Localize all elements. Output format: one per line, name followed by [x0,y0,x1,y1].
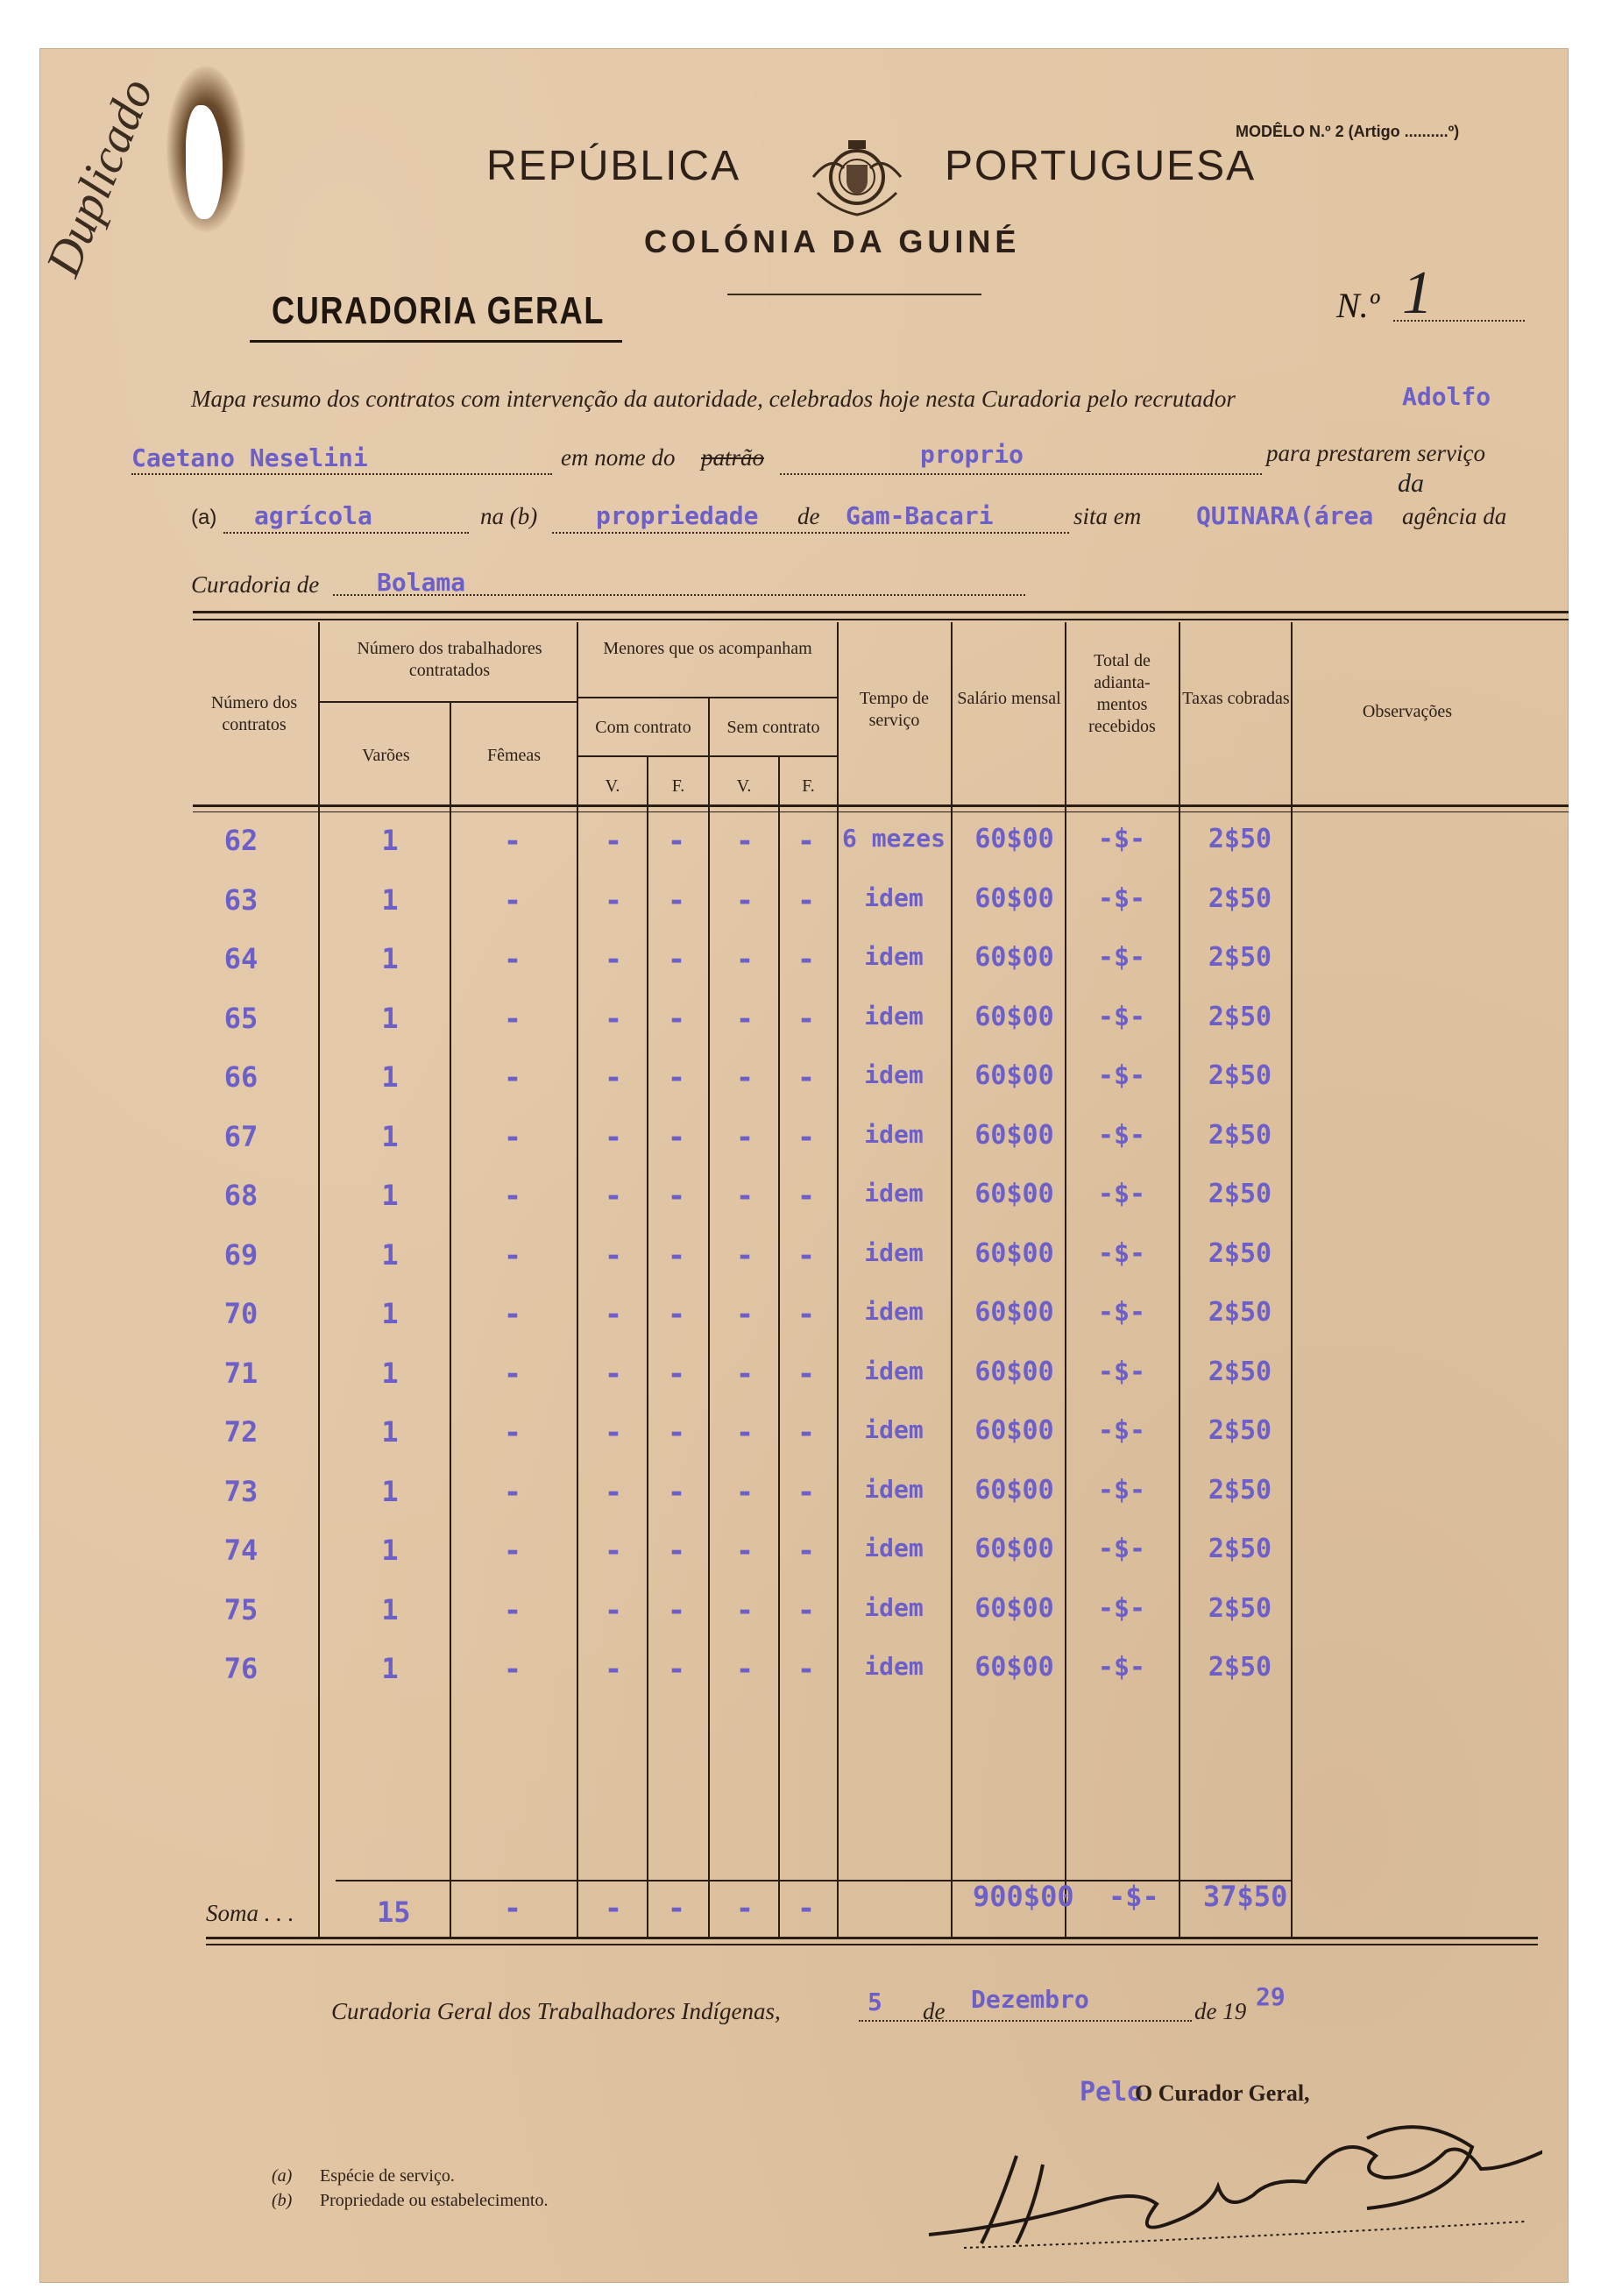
header-salario: Salário mensal [957,689,1061,708]
row-dash-sem-v: - [735,1652,754,1687]
row-dash-sem-v: - [735,883,754,918]
header-bottom-rule-2 [193,811,1569,812]
row-numero: 69 [223,1238,259,1272]
row-dash-com-v: - [604,824,623,859]
recrutador-1: Adolfo [1402,382,1491,411]
row-tempo: idem [864,1120,924,1149]
row-dash-sem-f: - [797,824,816,859]
row-dash-com-f: - [667,1475,686,1510]
footer-mes: Dezembro [971,1985,1089,2014]
soma-dash-sem-v: - [735,1891,754,1926]
row-varoes: 1 [381,1357,399,1390]
header-f1: F. [671,776,685,796]
row-dash-sem-f: - [797,883,816,918]
row-dash-sem-v: - [735,1357,754,1392]
row-dash-sem-f: - [797,1415,816,1450]
row-dash-com-v: - [604,1238,623,1273]
row-salario: 60$00 [974,1002,1054,1032]
row-taxa: 2$50 [1208,1652,1272,1683]
numero-label: N.º [1336,286,1380,325]
row-adiant: -$- [1097,1002,1146,1032]
header-taxas: Taxas cobradas [1182,689,1290,708]
row-taxa: 2$50 [1208,1002,1272,1032]
footer-de2: de 19 [1194,1998,1247,2024]
pelo-stamp: Pelo [1080,2077,1144,2108]
row-dash-com-f: - [667,1002,686,1037]
curadoria-de-label: Curadoria de [191,571,320,598]
table-top-rule-2 [193,619,1569,620]
row-dash-femeas: - [503,942,522,977]
row-numero: 65 [223,1002,259,1035]
curador-label: O Curador Geral, [1135,2080,1310,2106]
row-adiant: -$- [1097,1534,1146,1564]
row-dash-sem-v: - [735,824,754,859]
row-dash-com-v: - [604,1297,623,1332]
row-adiant: -$- [1097,1120,1146,1151]
row-dash-femeas: - [503,1593,522,1628]
row-adiant: -$- [1097,1475,1146,1506]
row-tempo: idem [864,1357,924,1385]
row-dash-femeas: - [503,1652,522,1687]
soma-varoes: 15 [377,1896,411,1929]
row-dash-sem-f: - [797,1593,816,1628]
row-dash-com-f: - [667,1120,686,1155]
row-taxa: 2$50 [1208,1297,1272,1328]
row-salario: 60$00 [974,1652,1054,1683]
row-salario: 60$00 [974,942,1054,973]
row-adiant: -$- [1097,1357,1146,1387]
intro-line-1: Mapa resumo dos contratos com intervenção da autoridade, celebrados hoje nesta Curadoria pelo recrutador [191,386,1236,412]
row-dash-com-v: - [604,1415,623,1450]
para-prestarem-label: para prestarem serviço [1266,440,1485,466]
curadoria-local: Bolama [377,568,466,597]
header-sem-contrato: Sem contrato [726,718,820,737]
agencia-label: agência da [1402,503,1507,529]
em-nome-label: em nome do [561,444,676,471]
row-taxa: 2$50 [1208,1475,1272,1506]
footer-de1: de [923,1998,946,2024]
col-line [577,622,578,1937]
footer-dia: 5 [868,1988,882,2016]
row-dash-com-f: - [667,883,686,918]
col-line [837,622,839,1937]
header-numero: Número dos contratos [210,693,298,734]
row-tempo: idem [864,1179,924,1208]
row-varoes: 1 [381,1415,399,1449]
row-dash-femeas: - [503,1060,522,1095]
row-dash-sem-f: - [797,1357,816,1392]
soma-adiant: -$- [1109,1880,1159,1913]
row-varoes: 1 [381,1297,399,1330]
row-dash-femeas: - [503,1534,522,1569]
col-line [318,622,320,1937]
footer-curadoria-line: Curadoria Geral dos Trabalhadores Indígenas, [331,1998,781,2024]
dots-data [859,2020,1192,2022]
row-dash-femeas: - [503,1415,522,1450]
header-bottom-rule [193,804,1569,807]
row-dash-com-f: - [667,1238,686,1273]
row-taxa: 2$50 [1208,1357,1272,1387]
row-dash-femeas: - [503,824,522,859]
row-numero: 70 [223,1297,259,1330]
header-republica: REPÚBLICA [486,143,741,189]
row-dash-femeas: - [503,883,522,918]
row-salario: 60$00 [974,1238,1054,1269]
row-dash-com-f: - [667,1357,686,1392]
row-adiant: -$- [1097,1238,1146,1269]
curadoria-title: CURADORIA GERAL [272,289,606,332]
document-paper [39,48,1569,2283]
dots-proprio [780,473,1262,475]
row-taxa: 2$50 [1208,824,1272,854]
row-dash-com-v: - [604,942,623,977]
margin-note: Duplicado [35,71,164,284]
row-dash-sem-f: - [797,1652,816,1687]
curadoria-underline [250,340,622,343]
col-line [647,755,648,1937]
header-adiantamentos: Total de adianta- mentos recebidos [1088,651,1156,736]
row-dash-com-f: - [667,942,686,977]
row-taxa: 2$50 [1208,1238,1272,1269]
soma-dash-com-f: - [667,1891,686,1926]
da-handwritten: da [1398,469,1424,498]
coat-of-arms-icon [804,131,910,219]
row-numero: 66 [223,1060,259,1094]
header-colonia: COLÓNIA DA GUINÉ [644,223,1021,259]
row-dash-com-f: - [667,1179,686,1214]
row-varoes: 1 [381,942,399,975]
row-numero: 74 [223,1534,259,1567]
dots-local [552,532,1069,534]
numero-dots [1393,320,1525,322]
col-line [778,755,780,1937]
row-dash-sem-v: - [735,942,754,977]
row-varoes: 1 [381,883,399,917]
soma-salario: 900$00 [973,1880,1074,1913]
table-bottom-rule [206,1937,1538,1939]
row-adiant: -$- [1097,1179,1146,1209]
soma-dash-femeas: - [503,1891,522,1926]
row-dash-femeas: - [503,1475,522,1510]
row-dash-com-f: - [667,1534,686,1569]
soma-dash-com-v: - [604,1891,623,1926]
servico-value: agrícola [254,501,372,530]
row-dash-com-v: - [604,1357,623,1392]
row-dash-com-f: - [667,1297,686,1332]
row-taxa: 2$50 [1208,1534,1272,1564]
sub-rule-trab [320,701,577,703]
row-salario: 60$00 [974,1415,1054,1446]
row-varoes: 1 [381,1534,399,1567]
row-varoes: 1 [381,1238,399,1272]
row-taxa: 2$50 [1208,1415,1272,1446]
row-dash-sem-f: - [797,1534,816,1569]
a-label: (a) [191,506,217,529]
row-adiant: -$- [1097,1297,1146,1328]
row-salario: 60$00 [974,1475,1054,1506]
row-dash-sem-v: - [735,1238,754,1273]
modelo-label: MODÊLO N.º 2 (Artigo ..........º) [1236,123,1460,140]
row-dash-sem-v: - [735,1593,754,1628]
row-dash-com-f: - [667,1652,686,1687]
row-dash-sem-f: - [797,1120,816,1155]
sita-em-label: sita em [1073,503,1142,529]
row-tempo: idem [864,1534,924,1563]
dots-recrutador [131,473,552,475]
row-dash-sem-f: - [797,1297,816,1332]
row-tempo: idem [864,1415,924,1444]
row-dash-sem-f: - [797,1179,816,1214]
row-taxa: 2$50 [1208,883,1272,914]
propriedade-value: propriedade [596,501,759,530]
area-value: QUINARA(área [1196,501,1374,530]
col-line [450,701,451,1937]
row-varoes: 1 [381,1179,399,1212]
numero-value: 1 [1402,259,1433,327]
row-dash-com-v: - [604,1652,623,1687]
row-dash-sem-f: - [797,1002,816,1037]
row-dash-sem-v: - [735,1415,754,1450]
row-varoes: 1 [381,1120,399,1153]
row-salario: 60$00 [974,1179,1054,1209]
soma-taxa: 37$50 [1203,1880,1288,1913]
row-dash-femeas: - [503,1002,522,1037]
note-a-key: (a) [272,2166,293,2186]
row-numero: 67 [223,1120,259,1153]
row-adiant: -$- [1097,942,1146,973]
na-b-label: na (b) [480,503,538,529]
row-taxa: 2$50 [1208,1060,1272,1091]
header-f2: F. [802,776,815,796]
row-dash-sem-v: - [735,1120,754,1155]
row-dash-com-v: - [604,1002,623,1037]
header-com-contrato: Com contrato [595,718,691,737]
dots-curadoria [333,594,1025,596]
row-varoes: 1 [381,1002,399,1035]
table-top-rule [193,611,1569,613]
row-dash-com-v: - [604,1179,623,1214]
row-tempo: 6 mezes [841,824,946,853]
header-menores: Menores que os acompanham [603,639,812,658]
row-dash-femeas: - [503,1297,522,1332]
row-adiant: -$- [1097,824,1146,854]
row-dash-com-v: - [604,1534,623,1569]
row-dash-femeas: - [503,1238,522,1273]
row-varoes: 1 [381,824,399,857]
col-line [951,622,953,1937]
row-salario: 60$00 [974,1120,1054,1151]
row-dash-sem-v: - [735,1534,754,1569]
header-divider [727,294,981,295]
row-dash-sem-f: - [797,1060,816,1095]
header-trabalhadores: Número dos trabalhadores contratados [357,639,542,680]
row-varoes: 1 [381,1060,399,1094]
row-varoes: 1 [381,1475,399,1508]
row-dash-sem-v: - [735,1002,754,1037]
row-numero: 75 [223,1593,259,1626]
row-tempo: idem [864,883,924,912]
note-b-key: (b) [272,2191,293,2210]
row-numero: 71 [223,1357,259,1390]
row-tempo: idem [864,1475,924,1504]
row-dash-com-f: - [667,1415,686,1450]
row-dash-com-f: - [667,1593,686,1628]
row-adiant: -$- [1097,1652,1146,1683]
col-line [1065,622,1066,1937]
patrao-label: patrão [701,444,765,471]
header-varoes: Varões [362,746,410,765]
row-dash-com-f: - [667,824,686,859]
de-label: de [797,503,820,529]
row-tempo: idem [864,1238,924,1267]
row-tempo: idem [864,1652,924,1681]
footer-ano: 29 [1256,1982,1286,2011]
row-tempo: idem [864,942,924,971]
row-salario: 60$00 [974,1297,1054,1328]
row-dash-sem-f: - [797,942,816,977]
row-tempo: idem [864,1002,924,1031]
row-dash-com-v: - [604,883,623,918]
row-adiant: -$- [1097,883,1146,914]
row-salario: 60$00 [974,1060,1054,1091]
row-numero: 68 [223,1179,259,1212]
row-dash-sem-v: - [735,1060,754,1095]
row-taxa: 2$50 [1208,942,1272,973]
row-tempo: idem [864,1297,924,1326]
col-line [1291,622,1293,1937]
row-numero: 64 [223,942,259,975]
proprio-value: proprio [920,440,1024,469]
row-dash-sem-v: - [735,1179,754,1214]
row-salario: 60$00 [974,824,1054,854]
row-dash-com-v: - [604,1475,623,1510]
row-dash-com-v: - [604,1060,623,1095]
row-varoes: 1 [381,1652,399,1685]
row-varoes: 1 [381,1593,399,1626]
row-numero: 73 [223,1475,259,1508]
local-value: Gam-Bacari [846,501,994,530]
row-numero: 63 [223,883,259,917]
row-dash-com-v: - [604,1593,623,1628]
row-dash-sem-v: - [735,1475,754,1510]
row-numero: 62 [223,824,259,857]
table-bottom-rule-2 [206,1944,1538,1945]
row-dash-com-f: - [667,1060,686,1095]
note-b: Propriedade ou estabelecimento. [320,2191,549,2210]
header-femeas: Fêmeas [486,746,542,765]
row-taxa: 2$50 [1208,1593,1272,1624]
row-dash-femeas: - [503,1120,522,1155]
header-v2: V. [736,776,752,796]
row-adiant: -$- [1097,1415,1146,1446]
row-numero: 72 [223,1415,259,1449]
row-tempo: idem [864,1593,924,1622]
signature-icon [911,2103,1542,2270]
note-a: Espécie de serviço. [320,2166,455,2186]
row-adiant: -$- [1097,1593,1146,1624]
header-observacoes: Observações [1362,702,1453,721]
row-taxa: 2$50 [1208,1120,1272,1151]
row-numero: 76 [223,1652,259,1685]
header-v1: V. [605,776,620,796]
recrutador-2: Caetano Neselini [131,443,368,472]
row-dash-sem-f: - [797,1238,816,1273]
row-salario: 60$00 [974,1534,1054,1564]
col-line [1179,622,1180,1937]
row-salario: 60$00 [974,883,1054,914]
soma-dash-sem-f: - [797,1891,816,1926]
row-taxa: 2$50 [1208,1179,1272,1209]
header-tempo: Tempo de serviço [859,689,930,730]
row-dash-femeas: - [503,1357,522,1392]
row-dash-com-v: - [604,1120,623,1155]
row-tempo: idem [864,1060,924,1089]
dots-servico [223,532,469,534]
row-dash-sem-v: - [735,1297,754,1332]
row-salario: 60$00 [974,1357,1054,1387]
row-dash-sem-f: - [797,1475,816,1510]
row-salario: 60$00 [974,1593,1054,1624]
col-line [708,697,710,1937]
soma-label: Soma . . . [206,1900,294,1926]
row-dash-femeas: - [503,1179,522,1214]
header-portuguesa: PORTUGUESA [945,143,1257,189]
row-adiant: -$- [1097,1060,1146,1091]
